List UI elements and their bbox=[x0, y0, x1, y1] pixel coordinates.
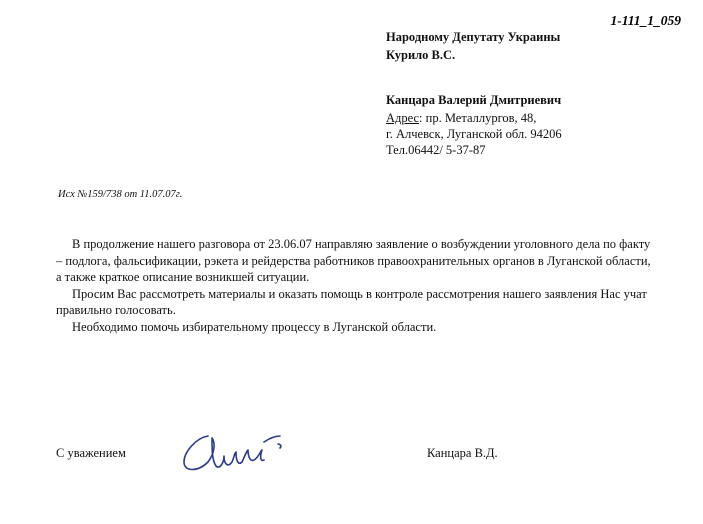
body-paragraph: Просим Вас рассмотреть материалы и оказать помощь в контроле рассмотрения нашего заявления Нас учат правильно голосовать. bbox=[56, 286, 647, 317]
sender-address-line1 bbox=[386, 110, 562, 126]
document-id-stamp: 1-111_1_059 bbox=[610, 13, 681, 28]
body-paragraph: Необходимо помочь избирательному процессу в Луганской области. bbox=[72, 319, 437, 334]
outgoing-reference: Исх №159/738 от 11.07.07г. bbox=[58, 189, 183, 200]
address-street: : пр. Металлургов, 48, bbox=[419, 111, 537, 125]
sender-address-line2: г. Алчевск, Луганской обл. 94206 bbox=[386, 127, 562, 141]
sender-name: Канцара Валерий Дмитриевич bbox=[386, 93, 562, 107]
letter-body bbox=[56, 236, 656, 335]
body-paragraph: В продолжение нашего разговора от 23.06.07 направляю заявление о возбуждении уголовного дела по факту – подлога, фальсификации, рэкета и рейдерства работников правоохранительных органов в Луганской области, а также краткое описание возникшей ситуации. bbox=[56, 237, 651, 284]
sender-details bbox=[386, 110, 562, 158]
closing-phrase: С уважением bbox=[56, 446, 126, 460]
addressee-block bbox=[386, 28, 560, 64]
signer-name: Канцара В.Д. bbox=[427, 446, 498, 460]
address-label: Адрес bbox=[386, 111, 420, 125]
handwritten-signature bbox=[178, 422, 288, 478]
addressee-name: Курило В.С. bbox=[386, 48, 456, 62]
addressee-title: Народному Депутату Украины bbox=[386, 30, 561, 44]
sender-phone: Тел.06442/ 5-37-87 bbox=[386, 143, 486, 157]
